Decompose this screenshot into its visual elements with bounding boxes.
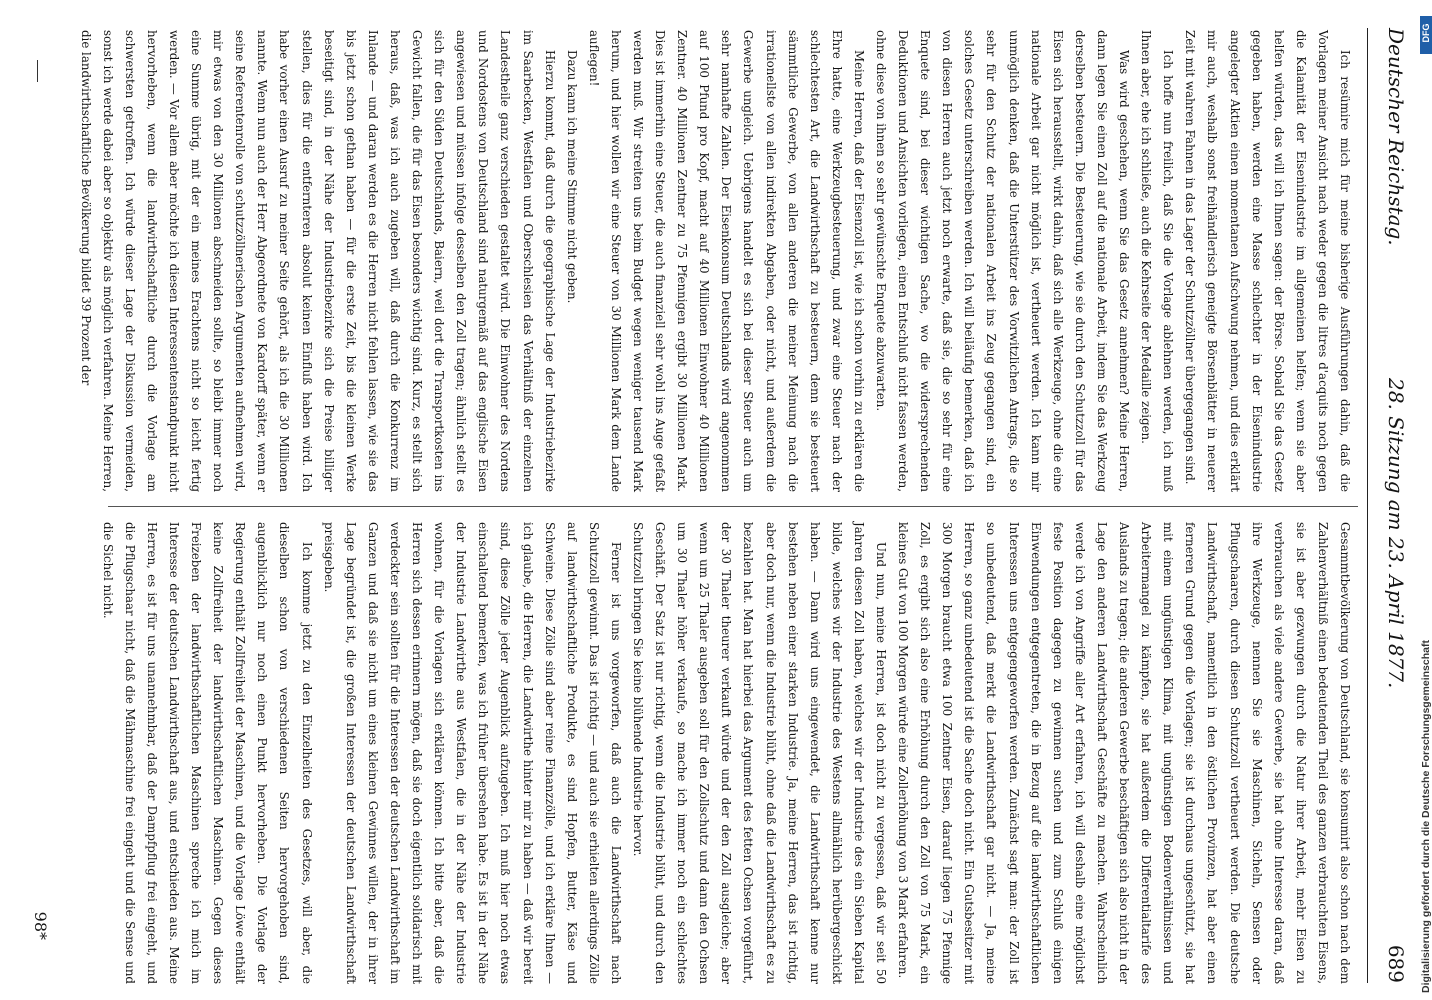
header-session: 28. Sitzung am 23. April 1877. bbox=[1384, 378, 1408, 689]
credit-text: Digitalisierung gefördert durch die Deutsche Forschungsgemeinschaft bbox=[1420, 640, 1432, 993]
header-rule bbox=[1367, 28, 1368, 983]
paragraph: Ich hoffe nun freilich, daß Sie die Vorlage ablehnen werden, ich muß Ihnen aber, ehe ich schließe, auch die Kehrseite der Medaille zeigen. bbox=[1139, 30, 1176, 492]
left-column bbox=[75, 30, 1356, 492]
paragraph: Hierzu kommt, daß durch die geographische Lage der Industriebezirke im Saarbecken, Westfalen und Oberschlesien das Verhältniß der einzelnen Landestheile ganz verschieden gestaltet wird. Die Einwohner des Nordens und Nordostens von Deutschland sind naturgemäß auf das englische Eisen angewiesen und müssen infolge desselben den Zoll tragen; ähnlich stellt es sich für den Süden Deutschlands, Baiern, weil dort die Transportkosten ins Gewicht fallen, die für das Eisen besonders wichtig sind. Kurz, es stellt sich heraus, daß, was ich auch zugeben will, daß durch die Konkurrenz im Inlande — und daran werden es die Herren nicht fehlen lassen, wie sie das bis jetzt schon gethan haben — für die erste Zeit, bis die kleinen Werke beseitigt sind, in der Nähe der Industriebezirke sich die Preise billiger stellen, dies für die entfernteren absolut keinen Einfluß haben wird. Ich habe vorher einen Ausruf zu meiner Seite gehört, als ich die 30 Millionen nannte. Wenn nun auch der Herr Abgeordnete von Kardorff später, wenn er seine Referentenrolle von schutzzöllnerischen Argumenten aufnehmen wird, mir etwas von den 30 Millionen abschneiden sollte, so bleibt immer noch eine Summe übrig, mit der ein meines Erachtens nicht so leicht fertig werden. — Vor allem aber möchte ich diesen Interessentenstandpunkt nicht hervorheben, wenn die landwirthschaftliche durch die Vorlage am schwersten getroffen. Ich würde dieser Lage der Diskussion vermeiden, sonst ich werde dabei aber so objektiv als möglich verfahren. Meine Herren, die landwirthschaftliche Bevölkerung bildet 39 Prozent der bbox=[78, 30, 557, 492]
footer-signature-mark: 98* bbox=[31, 911, 50, 940]
digitization-credit bbox=[1420, 0, 1432, 1000]
paragraph: Was wird geschehen, wenn Sie das Gesetz annehmen? Meine Herren, dann legen Sie einen Zoll auf die nationale Arbeit, indem Sie das Werkzeug derselben besteuern. Die Besteuerung, wie sie durch den Schutzzoll für das Eisen sich herausstellt, wirkt dahin, daß sich alle Werkzeuge, ohne die eine nationale Arbeit gar nicht möglich ist, vertheuert werden. Ich kann mir unmöglich denken, daß die Unterstützer des Vorwitzlichen Antrags, die so sehr für den Schutz der nationalen Arbeit ins Zeug gegangen sind, ein solches Gesetz unterschreiben werden. Ich will beiläufig bemerken, daß ich von diesen Herren auch jetzt noch erwarte, daß sie, die so sehr für eine Enquete sind, bei dieser wichtigen Sache, wo die widersprechenden Deduktionen und Ansichten vorliegen, einen Entschluß nicht fassen werden, ohne diese von ihnen so sehr gewünschte Enquete abzuwarten. bbox=[874, 30, 1132, 492]
page-header bbox=[1372, 28, 1412, 983]
dfg-logo bbox=[1420, 16, 1432, 54]
paragraph: Dazu kann ich meine Stimme nicht geben. bbox=[564, 50, 579, 304]
header-publication: Deutscher Reichstag. bbox=[1384, 28, 1408, 246]
paragraph: Ich komme jetzt zu den Einzelheiten des Gesetzes, will aber, die dieselben schon von verschiedenen Seiten hervorgehoben sind, augenblicklich nur noch einen Punkt hervorheben. Die Vorlage der Regierung enthält Zollfreiheit der Maschinen, und die Vorlage Löwe enthält keine Zollfreiheit der landwirthschaftlichen Maschinen. Gegen dieses Freizeben der landwirthschaftlichen Maschinen spreche ich mich im Interesse der deutschen Landwirthschaft aus, und entschieden aus. Meine Herren, es ist für uns unannehmbar, daß der Dampfpflug frei eingeht, und die Pflugschaar nicht, daß die Mähmaschine frei eingeht und die Sense und die Sichel nicht. bbox=[100, 522, 314, 984]
right-column bbox=[97, 522, 1356, 984]
paragraph: Meine Herren, daß der Eisenzoll ist, wie ich schon vorhin zu erklären die Ehre hatte, eine Werkzeugbesteuerung, und zwar eine Steuer nach der schlechtesten Art, die Landwirthschaft zu besteuern, denn sie besteuert sämmtliche Gewerbe, von allen anderen die meiner Meinung nach die irrationellste von allen indirekten Abgaben, oder nicht, und außerdem die Gewerbe ungleich. Uebrigens handelt es sich bei dieser Steuer auch um sehr namhafte Zahlen. Der Eisenkonsum Deutschlands wird angenommen auf 100 Pfund pro Kopf, macht auf 40 Millionen Einwohner 40 Millionen Zentner. 40 Millionen Zentner zu 75 Pfennigen ergibt 30 Millionen Mark. Dies ist immerhin eine Steuer, die auch finanziell sehr wohl ins Auge gefaßt werden muß. Wir streiten uns beim Budget wegen weniger tausend Mark herum, und hier wollen wir eine Steuer von 30 Millionen Mark dem Lande auflegen! bbox=[586, 30, 866, 492]
paragraph: Und nun, meine Herren, ist doch nicht zu vergessen, daß wir seit 50 Jahren diesen Zoll haben, welches wir der Industrie des ein Sieben Kapital bilde, welches wir der Industrie des Westens allmählich herübergeschickt haben. — Dann wird uns eingewendet, die Landwirthschaft kenne nur bestehen neben einer starken Industrie. Ja, meine Herren, das ist richtig, aber doch nur, wenn die Industrie blüht, ohne daß die Landwirthschaft es zu bezahlen hat. Man hat hierbei das Argument des fetten Ochsen vorgeführt, der 30 Thaler theurer verkauft würde und der den Zoll ausgleiche; aber wenn um 25 Thaler ausgeben soll für den Zollschutz und dann den Ochsen um 30 Thaler höher verkaufe, so mache ich immer noch ein schlechtes Geschäft. Der Satz ist nur richtig, wenn die Industrie blüht, und durch den Schutzzoll bringen Sie keine blühende Industrie hervor. bbox=[631, 522, 889, 984]
column-divider bbox=[108, 506, 1358, 507]
paragraph: Ferner ist uns vorgeworfen, daß auch die Landwirthschaft nach Schutzzoll gewinnt. Das ist richtig — und auch sie erhielten allerdings Zölle auf landwirthschaftliche Produkte, es sind Hopfen, Butter, Käse und Schweine. Diese Zölle sind aber reine Finanzzölle, und ich erkläre Ihnen — ich glaube, die Herren, die Landwirthe hinter mir zu haben — daß wir bereit sind, diese Zölle jeder Augenblick aufzugeben. Ich muß hier noch etwas einschaltend bemerken, was ich früher übersehen habe. Es ist in der Nähe der Industrie Landwirthe aus Westfalen, die in der Nähe der Industrie wohnen, für die Vorlagen sich erklären können. Ich bitte aber, daß die Herren sich dessen erinnern mögen, daß sie doch eigentlich solidarisch mit verdeckter sein sollten für die Interessen der deutschen Landwirthschaft im Ganzen und daß sie nicht um eines kleinen Gewinnes willen, der in ihrer Lage begründet ist, die großen Interessen der deutschen Landwirthschaft preisgeben. bbox=[321, 522, 623, 984]
dfg-logo-text: DFG bbox=[1421, 23, 1431, 43]
footer-dash bbox=[37, 60, 38, 82]
header-page-number: 689 bbox=[1384, 944, 1408, 983]
paragraph: Gesammtbevölkerung von Deutschland, sie konsumirt also schon nach dem Zahlenverhältniß einen bedeutenden Theil des ganzen verbrauchten Eisens, sie ist aber gezwungen durch die Natur ihrer Arbeit, mehr Eisen zu verbrauchen als viele andere Gewerbe, sie hat ohne Interesse daran, daß ihre Werkzeuge, nennen Sie sie Maschinen, Sicheln, Sensen oder Pflugschaaren, durch diesen Schutzzoll vertheuert werden. Die deutsche Landwirthschaft, namentlich in den östlichen Provinzen, hat aber einen ferneren Grund gegen die Vorlagen; sie ist durchaus ungeschützt, sie hat mit einem ungünstigen Klima, mit ungünstigen Bodenverhältnissen und Arbeitermangel zu kämpfen, sie hat außerdem die Differentialtarife des Auslands zu tragen; die anderen Gewerbe beschäftigen sich also nicht in der Lage den anderen Landwirthschaft Geschäfte zu machen. Wahrscheinlich werde ich von Angriffe aller Art erfahren, ich will deshalb eine möglichst feste Position dagegen zu gewinnen suchen und zum Schluß einigen Einwendungen entgegentreten, die in Bezug auf die landwirthschaftlichen Interessen uns entgegengeworfen werden. Zunächst sagt man: der Zoll ist so unbedeutend, daß merkt die Landwirthschaft gar nicht. — Ja, meine Herren, so ganz unbedeutend ist die Sache doch nicht. Ein Gutsbesitzer mit 300 Morgen braucht etwa 100 Zentner Eisen, darauf liegen 75 Pfennige Zoll, es ergibt sich also eine Erhöhung durch den Zoll von 75 Mark, ein kleines Gut von 100 Morgen würde eine Zollerhöhung von 3 Mark erfahren. bbox=[896, 522, 1352, 984]
paragraph: Ich resümire mich für meine bisherige Ausführungen dahin, daß die Vorlagen meiner Ansicht nach weder gegen die litres d'acquits noch gegen die Kalamität der Eisenindustrie im allgemeinen helfen; wenn sie aber helfen würden, das will ich Ihnen sagen: der Börse. Sobald Sie das Gesetz gegeben haben, werden eine Masse schlechter in der Eisenindustrie angelegter Aktien einen momentanen Aufschwung nehmen, und dies erklärt mir auch, weshalb sonst freihändlerisch geneigte Börsenblätter in neuerer Zeit mit wahren Fahnen in das Lager der Schutzzöllner übergegangen sind. bbox=[1183, 30, 1352, 492]
